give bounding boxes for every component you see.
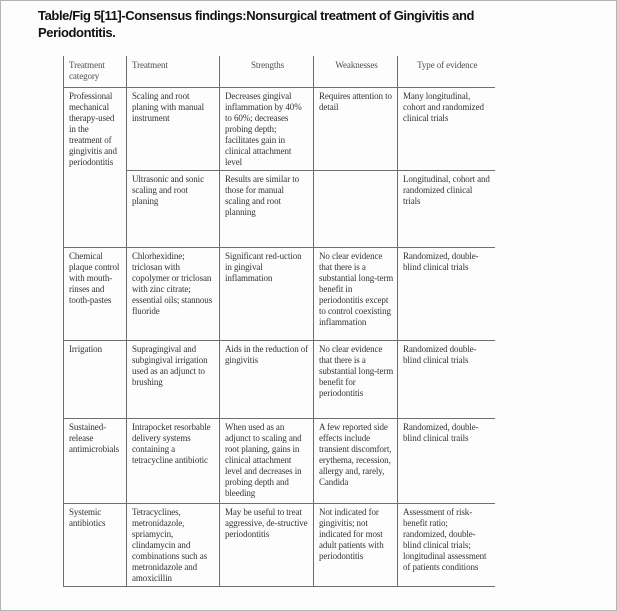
cell-weaknesses: A few reported side effects include transient discomfort, erythema, recession, allergy and, rarely, Candida [314,418,398,503]
cell-treatment: Tetracyclines, metronidazole, spriamycin, clindamycin and combinations such as metronidazole and amoxicillin [127,503,220,586]
cell-treatment: Intrapocket resorbable delivery systems containing a tetracycline antibiotic [127,418,220,503]
cell-category: Irrigation [64,340,127,418]
column-header-treatment: Treatment [127,56,220,87]
consensus-findings-table [63,56,495,587]
cell-weaknesses: Requires attention to detail [314,87,398,170]
cell-strengths: Results are similar to those for manual scaling and root planning [220,170,314,247]
cell-strengths: When used as an adjunct to scaling and root planing, gains in clinical attachment level and decreases in probing depth and bleeding [220,418,314,503]
column-header-type-of-evidence: Type of evidence [398,56,495,87]
table-row [64,247,495,340]
cell-strengths: Decreases gingival inflammation by 40% to 60%; decreases probing depth; facilitates gain in clinical attachment level [220,87,314,170]
cell-category: Sustained-release antimicrobials [64,418,127,503]
cell-weaknesses: No clear evidence that there is a substantial long-term benefit for periodontitis [314,340,398,418]
cell-strengths: Aids in the reduction of gingivitis [220,340,314,418]
figure-title [38,7,598,41]
column-header-strengths: Strengths [220,56,314,87]
column-header-weaknesses: Weaknesses [314,56,398,87]
cell-evidence: Randomized double-blind clinical trials [398,340,495,418]
table-row [64,87,495,170]
cell-category: Professional mechanical therapy-used in the treatment of gingivitis and periodontitis [64,87,127,247]
cell-evidence: Randomized, double-blind clinical trails [398,418,495,503]
cell-evidence: Longitudinal, cohort and randomized clinical trials [398,170,495,247]
header-row [64,56,495,87]
table-row [64,418,495,503]
cell-strengths: May be useful to treat aggressive, de-structive periodontitis [220,503,314,586]
cell-weaknesses: Not indicated for gingivitis; not indicated for most adult patients with periodontitis [314,503,398,586]
cell-evidence: Randomized, double-blind clinical trials [398,247,495,340]
cell-treatment: Supragingival and subgingival irrigation used as an adjunct to brushing [127,340,220,418]
table-row [64,503,495,586]
cell-treatment: Ultrasonic and sonic scaling and root planing [127,170,220,247]
cell-evidence: Assessment of risk-benefit ratio; randomized, double-blind clinical trials; longitudinal assessment of patients conditions [398,503,495,586]
column-header-treatment-category: Treatment category [64,56,127,87]
table-row [64,340,495,418]
cell-treatment: Chlorhexidine; triclosan with copolymer or triclosan with zinc citrate; essential oils; stannous fluoride [127,247,220,340]
cell-evidence: Many longitudinal, cohort and randomized clinical trials [398,87,495,170]
cell-weaknesses: No clear evidence that there is a substantial long-term benefit in periodontitis except to control coexisting inflammation [314,247,398,340]
cell-weaknesses [314,170,398,247]
table-row [64,170,495,247]
cell-category: Chemical plaque control with mouth-rinses and tooth-pastes [64,247,127,340]
cell-treatment: Scaling and root planing with manual instrument [127,87,220,170]
figure-title-line2: Periodontitis. [38,25,116,40]
cell-category: Systemic antibiotics [64,503,127,586]
figure-title-line1: Table/Fig 5[11]-Consensus findings:Nonsurgical treatment of Gingivitis and [38,8,475,23]
cell-strengths: Significant red-uction in gingival inflammation [220,247,314,340]
